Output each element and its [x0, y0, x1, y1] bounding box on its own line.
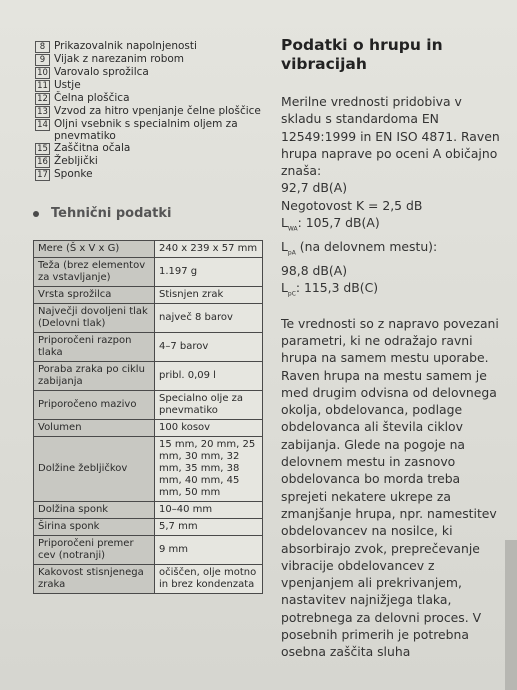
spec-key: Priporočeno mazivo — [34, 391, 155, 420]
legend-text: Varovalo sprožilca — [54, 66, 149, 78]
legend-item — [35, 66, 265, 79]
table-row — [34, 304, 263, 333]
noise-v4-prefix: L — [281, 238, 288, 254]
page-edge-tab — [505, 540, 517, 690]
spec-value: največ 8 barov — [155, 304, 263, 333]
spec-value: 9 mm — [155, 536, 263, 565]
spec-value: Stisnjen zrak — [155, 287, 263, 304]
spec-key: Priporočeni premer cev (notranji) — [34, 536, 155, 565]
tech-title-text: Tehnični podatki — [51, 206, 172, 221]
spec-key: Dolžina sponk — [34, 502, 155, 519]
spec-value: 100 kosov — [155, 420, 263, 437]
spec-value: Specialno olje za pnevmatiko — [155, 391, 263, 420]
spec-value: 1.197 g — [155, 258, 263, 287]
table-row — [34, 362, 263, 391]
noise-v4-text: (na delovnem mestu): — [295, 238, 438, 254]
legend-number: 11 — [35, 80, 50, 92]
legend-item — [35, 40, 265, 53]
noise-value-2: Negotovost K = 2,5 dB — [281, 197, 423, 213]
table-row — [34, 420, 263, 437]
table-row — [34, 565, 263, 594]
legend-text: Zaščitna očala — [54, 142, 131, 155]
spec-value: 5,7 mm — [155, 519, 263, 536]
legend-number: 12 — [35, 93, 50, 105]
legend-number: 17 — [35, 169, 50, 181]
noise-v3-value: : 105,7 dB(A) — [297, 215, 380, 231]
noise-value-4 — [281, 238, 506, 262]
bullet-icon — [33, 211, 39, 217]
noise-value-6 — [281, 279, 506, 303]
legend-text: Prikazovalnik napolnjenosti — [54, 40, 197, 52]
legend-number: 8 — [35, 41, 50, 53]
noise-value-5: 98,8 dB(A) — [281, 262, 348, 278]
legend-item — [35, 92, 265, 105]
noise-section — [281, 36, 506, 661]
spec-value: očiščen, olje motno in brez kondenzata — [155, 565, 263, 594]
noise-intro: Merilne vrednosti pridobiva v skladu s standardoma EN 12549:1999 in EN ISO 4871. Raven hrupa naprave po oceni A običajno znaša: — [281, 94, 500, 179]
legend-item — [35, 105, 265, 118]
noise-v3-sub: WA — [287, 225, 298, 233]
legend-number: 15 — [35, 143, 50, 155]
spec-key: Volumen — [34, 420, 155, 437]
noise-value-1: 92,7 dB(A) — [281, 180, 348, 196]
table-row — [34, 536, 263, 565]
spec-key: Dolžine žebljičkov — [34, 437, 155, 502]
noise-value-3 — [281, 214, 506, 238]
table-row — [34, 437, 263, 502]
table-row — [34, 258, 263, 287]
noise-v4-sub: pA — [287, 249, 296, 257]
noise-v3-prefix: L — [281, 215, 288, 231]
legend-number: 9 — [35, 54, 50, 66]
parts-legend — [35, 40, 265, 181]
legend-number: 14 — [35, 119, 50, 131]
legend-item — [35, 142, 265, 155]
noise-v6-sub: pC — [287, 290, 296, 298]
table-row — [34, 241, 263, 258]
noise-body: Te vrednosti so z napravo povezani parametri, ki ne odražajo ravni hrupa na samem mestu uporabe. Raven hrupa na mestu samem je med drugim odvisna od delovnega okolja, obdelovanca, podlage obdelovanca ali števila ciklov zabijanja. Glede na pogoje na delovnem mestu in zasnovo obdelovanca bo morda treba sprejeti nekatere ukrepe za zmanjšanje hrupa, npr. namestitev obdelovancev na nosilce, ki absorbirajo zvok, preprečevanje vibracije obdelovancev z vpenjanjem ali prekrivanjem, nastavitev najnižjega tlaka, potrebnega za delovni proces. V posebnih primerih je potrebna osebna zaščita sluha — [281, 315, 499, 660]
table-row — [34, 287, 263, 304]
spec-key: Največji dovoljeni tlak (Delovni tlak) — [34, 304, 155, 333]
legend-item — [35, 79, 265, 92]
spec-value: 10–40 mm — [155, 502, 263, 519]
spec-key: Širina sponk — [34, 519, 155, 536]
legend-text: Oljni vsebnik s specialnim oljem za pnevmatiko — [54, 118, 238, 143]
legend-number: 16 — [35, 156, 50, 168]
spec-key: Teža (brez elementov za vstavljanje) — [34, 258, 155, 287]
legend-number: 10 — [35, 67, 50, 79]
spec-value: 15 mm, 20 mm, 25 mm, 30 mm, 32 mm, 35 mm, 38 mm, 40 mm, 45 mm, 50 mm — [155, 437, 263, 502]
legend-text: Sponke — [54, 168, 93, 181]
spec-value: 4–7 barov — [155, 333, 263, 362]
legend-text: Vzvod za hitro vpenjanje čelne ploščice — [54, 105, 261, 117]
spec-key: Priporočeni razpon tlaka — [34, 333, 155, 362]
spec-key: Kakovost stisnjenega zraka — [34, 565, 155, 594]
spec-key: Vrsta sprožilca — [34, 287, 155, 304]
legend-item — [35, 168, 265, 181]
noise-v6-value: : 115,3 dB(C) — [295, 279, 379, 295]
spec-key: Poraba zraka po ciklu zabijanja — [34, 362, 155, 391]
spec-value: 240 x 239 x 57 mm — [155, 241, 263, 258]
legend-text: Vijak z narezanim robom — [54, 53, 185, 65]
table-row — [34, 519, 263, 536]
legend-text: Žebljički — [54, 155, 98, 168]
legend-item — [35, 118, 265, 142]
legend-text: Ustje — [54, 79, 81, 91]
legend-text: Čelna ploščica — [54, 92, 130, 104]
legend-number: 13 — [35, 106, 50, 118]
spec-value: pribl. 0,09 l — [155, 362, 263, 391]
noise-title: Podatki o hrupu in vibracijah — [281, 36, 443, 73]
table-row — [34, 502, 263, 519]
table-row — [34, 391, 263, 420]
spec-key: Mere (Š x V x G) — [34, 241, 155, 258]
table-row — [34, 333, 263, 362]
tech-section-title — [33, 206, 172, 221]
legend-item — [35, 155, 265, 168]
legend-item — [35, 53, 265, 66]
noise-v6-prefix: L — [281, 279, 288, 295]
tech-specs-table — [33, 240, 263, 594]
